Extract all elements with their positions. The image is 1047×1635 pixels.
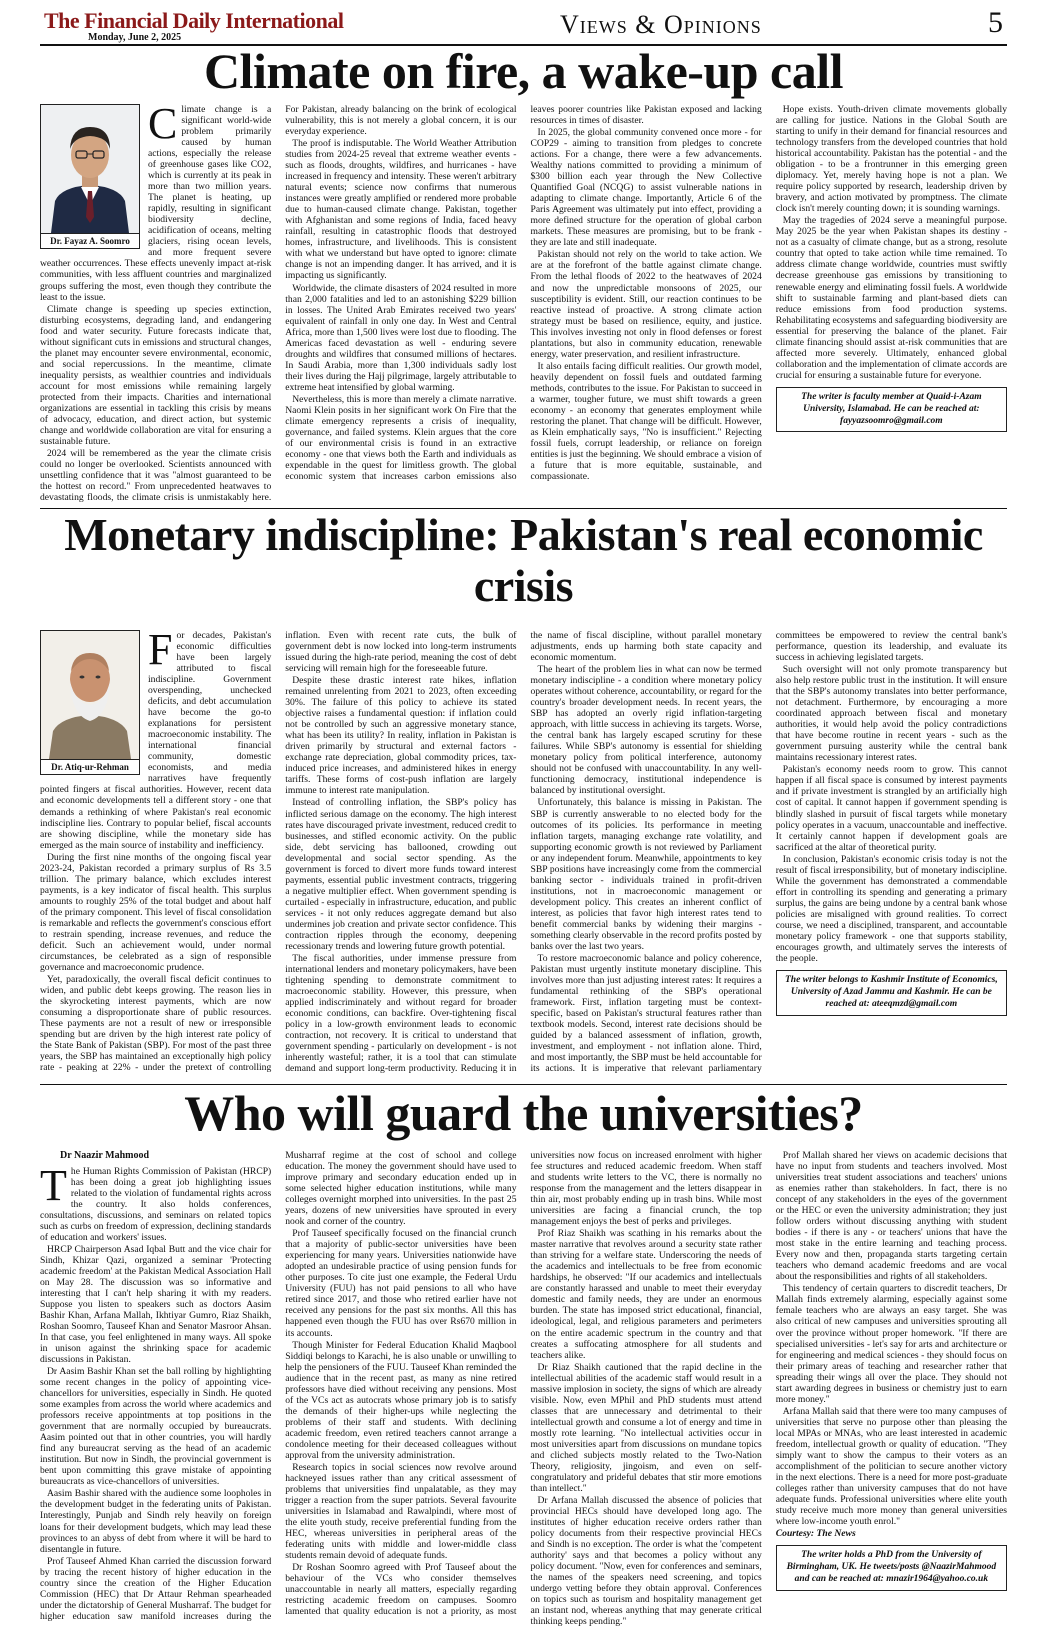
author-portrait-icon: [41, 631, 139, 759]
article1-headline: Climate on fire, a wake-up call: [203, 43, 844, 99]
article3-paragraph: Aasim Bashir shared with the audience some loopholes in the development budget in the federating units of Pakistan. Interestingly, Punjab and Sindh rely heavily on foreign loans for their development budgets, which may lead these provinces to an abyss of debt from where it will be hard to disentangle in future.: [40, 1488, 272, 1555]
article2-paragraph: In conclusion, Pakistan's economic crisis today is not the result of fiscal irresponsibility, but of monetary indiscipline. While the government has demonstrated a commendable effort in controlling its spending and generating a primary surplus, the gains are being undone by a central bank whose policies are misaligned with ground realities. To correct course, we need a disciplined, transparent, and accountable monetary policy framework - one that supports stability, encourages growth, and ultimately serves the interests of the people.: [775, 853, 1007, 964]
article1-paragraph: In 2025, the global community convened once more - for COP29 - aiming to transition from pledges to concrete actions. For a change, there were a few advancements. Wealthy nations committed to providing a minimum of $300 billion each year through the New Collective Quantified Goal (NCQG) to assist vulnerable nations in adapting to climate change. Importantly, Article 6 of the Paris Agreement was ultimately put into effect, providing a more defined structure for the operation of global carbon markets. These measures are promising, but to be frank - they are late and still inadequate.: [530, 127, 762, 249]
paragraph-text: he Human Rights Commission of Pakistan (HRCP) has been doing a great job highlighting issues related to the violation of fundamental rights across the country. It also holds conferences, consultations, discussions, and seminars on related topics such as curbs on freedom of expression, declining standards of education and workers' issues.: [40, 1165, 272, 1243]
article3-paragraph: Prof Riaz Shaikh was scathing in his remarks about the master narrative that revolves around a security state rather than striving for a welfare state. Underscoring the needs of the academics and intellectuals to be free from economic hardships, he observed: "If our academics and intellectuals are constantly harassed and unable to meet their everyday domestic and family needs, they are under an enormous burden. The state has imposed strict educational, financial, ideological, legal, and religious parameters and perimeters on the entire academic spectrum in the country and that creates a suffocating atmosphere for all students and teachers alike.: [530, 1228, 762, 1361]
article1-body: [40, 104, 1007, 504]
article3-paragraph: Arfana Mallah said that there were too many campuses of universities that serve no purpose other than pleasing the local MPAs or MNAs, who are least interested in academic freedom, intellectual growth or quality of education. "They simply want to show the campus to their voters as an accomplishment of the politician to secure another victory in the next elections. There is a need for more post-graduate colleges rather than university campuses that do not have adequate funds. Professional universities where elite youth study receive much more money than general universities where low-income youth enrol.": [775, 1405, 1007, 1528]
article2-paragraph: The heart of the problem lies in what can now be termed monetary indiscipline - a condition where monetary policy operates without coherence, accountability, or regard for the country's broader development needs. In recent years, the SBP has adopted an overly rigid inflation-targeting approach, with little success in achieving its targets. Worse, the central bank has largely escaped scrutiny for these failures. While SBP's autonomy is essential for shielding monetary policy from political interference, autonomy should not be confused with unaccountability. In any well-functioning democracy, institutional independence is balanced by institutional oversight.: [530, 664, 762, 797]
article1-author-name: Dr. Fayaz A. Soomro: [41, 233, 139, 248]
article1-paragraph: May the tragedies of 2024 serve a meaningful purpose. May 2025 be the year when Pakistan shapes its destiny - not as a casualty of climate change, but as a strong, resolute country that opted to take action while time remained. To address climate change worldwide, countries must swiftly decrease greenhouse gas emissions by transitioning to renewable energy and eliminating fossil fuels. A worldwide shift to sustainable farming and plant-based diets can reduce emissions from food production systems. Rehabilitating ecosystems and safeguarding biodiversity are essential for preserving the balance of the planet. Fair climate financing should assist at-risk communities that are affected more severely. Ultimately, enhanced global collaboration and the implementation of climate accords are crucial for ensuring a sustainable future for everyone.: [775, 215, 1007, 381]
article2-paragraph: The fiscal authorities, under immense pressure from international lenders and monetary policymakers, have been tightening spending to demonstrate commitment to macroeconomic stability. However, this pressure, when applied indiscriminately and without regard for broader economic conditions, can backfire. Over-tightening fiscal policy in a low-growth environment leads to economic contraction, not recovery. It is critical to understand that government spending - particularly on development - is not inherently wasteful; rather, it is a tool that can stimulate demand and support long-term productivity. Reducing it in the name of fiscal discipline, without parallel monetary adjustments, ends up harming both state capacity and economic momentum.: [285, 630, 762, 1075]
article1-dropcap: C: [148, 104, 178, 148]
article1-paragraph: Pakistan should not rely on the world to take action. We are at the forefront of the battle against climate change. From the lethal floods of 2022 to the heatwaves of 2024 and now the unpredictable monsoons of 2025, our susceptibility is evident. Still, our reaction continues to be reactive instead of proactive. A strong climate action strategy must be based on resilience, equity, and justice. This involves investing not only in flood defenses or forest plantations, but also in community education, renewable energy, water preservation, and resilient infrastructure.: [530, 249, 762, 360]
article1-paragraph: Nevertheless, this is more than merely a climate narrative. Naomi Klein posits in her significant work On Fire that the climate emergency represents a crisis of inequality, governance, and failed systems. Klein argues that the core of our environmental crisis is found in an extractive economy - one that views both the Earth and individuals as expendable in the quest for limitless growth. The global economic system that increases carbon emissions also leaves poorer countries like Pakistan exposed and lacking resources in times of disaster.: [285, 104, 762, 483]
author-portrait-icon: [41, 105, 139, 233]
article2-paragraph: Pakistan's economy needs room to grow. This cannot happen if all fiscal space is consumed by interest payments and if private investment is strangled by an artificially high cost of capital. It cannot happen if government spending is blindly slashed in pursuit of fiscal targets while monetary policy operates in a vacuum, unaccountable and ineffective. It certainly cannot happen if development goals are sacrificed at the altar of theoretical purity.: [775, 764, 1007, 853]
article2-paragraph: To restore macroeconomic balance and policy coherence, Pakistan must urgently institute monetary discipline. This involves more than just adjusting interest rates: It requires a fundamental rethinking of the SBP's operational framework. First, inflation targeting must be context-specific, based on Pakistan's structural features rather than textbook models. Second, interest rate decisions should be guided by a balanced assessment of inflation, growth, investment, and employment - not inflation alone. Third, and most importantly, the SBP must be held accountable for its actions. It is imperative that relevant parliamentary committees be empowered to review the central bank's performance, question its leadership, and evaluate its success in achieving legislated targets.: [530, 630, 1007, 1075]
article3-paragraph: This tendency of certain quarters to discredit teachers, Dr Mallah finds extremely alarming, especially against some female teachers who are always an easy target. She was also critical of new campuses and universities sprouting all over the province without proper homework. "If there are specialised universities - let's say for arts and architecture or for engineering and medical sciences - they should focus on their primary areas of teaching and researcher rather that spreading their wings all over the place. They should not start awarding degrees in business or chemistry just to earn more money.": [775, 1283, 1007, 1405]
article3-headline: Who will guard the universities?: [184, 1085, 863, 1141]
section-title: Views & Opinions: [560, 10, 762, 39]
article1-paragraph: 2024 will be remembered as the year the climate crisis could no longer be overlooked. Scientists announced with unsettling confidence that it was "almost guaranteed to be the hottest on record." From unprecedented heatwaves to devastating floods, the climate crisis is unmistakably here. For Pakistan, already balancing on the brink of ecological vulnerability, this is not merely a global concern, it is our everyday experience.: [40, 104, 517, 504]
article2-author-photo: [40, 630, 140, 775]
issue-date: Monday, June 2, 2025: [88, 32, 182, 43]
article3-author-bio: The writer holds a PhD from the University of Birmingham, UK. He tweets/posts @NaazirMahmood and can be reached at: mnazir1964@yahoo.co.uk: [776, 1545, 1007, 1591]
article3-paragraph: [40, 1160, 272, 1243]
article2-dropcap: F: [148, 630, 173, 674]
article1-paragraph: Hope exists. Youth-driven climate movements globally are calling for justice. Nations in the Global South are starting to unify in their demand for financial resources and technology transfers from the developed countries that hold historical accountability. Pakistan has the potential - and the obligation - to be a frontrunner in this emerging green diplomacy. Yet, merely having hope is not a plan. We require policy supported by research, leadership driven by bravery, and action motivated by promptness. The climate clock isn't merely counting down; it is sounding warnings.: [775, 104, 1007, 215]
article3-paragraph: Prof Mallah shared her views on academic decisions that have no input from students and teachers involved. Most universities treat student associations and teachers' unions as enemies rather than stakeholders. In fact, there is no concept of any stakeholders in the eyes of the government or the HEC or even the university administration; they just follow orders without discussing anything with student bodies - if there is any - or teachers' unions that have the most stake in the entire learning and teaching process. Every now and then, propaganda starts targeting certain teachers who demand academic freedoms and are vocal about the responsibilities and rights of all stakeholders.: [775, 1150, 1007, 1283]
article3-paragraph: Prof Tauseef specifically focused on the financial crunch that a majority of public-sector universities have been experiencing for many years. Universities nationwide have adopted an undesirable practice of using pension funds for other purposes. To cite just one example, the Federal Urdu University (FUU) has not paid pensions to all who have retired since 2017, and those who retired earlier have not received any pensions for the past six months. All this has happened even though the FUU has over Rs670 million in its accounts.: [285, 1228, 517, 1339]
article2-paragraph: Such oversight will not only promote transparency but also help restore public trust in the institution. It will ensure that the SBP's autonomy translates into better performance, not detachment. Furthermore, by encouraging a more coordinated approach between fiscal and monetary authorities, it would help avoid the policy contradictions that have become routine in recent years - such as the government pursuing austerity while the central bank maintains recessionary interest rates.: [775, 664, 1007, 764]
article2-body: [40, 630, 1007, 1080]
article3-courtesy: Courtesy: The News: [775, 1528, 856, 1540]
article3-paragraph: Prof Tauseef Ahmed Khan carried the discussion forward by tracing the recent history of higher education in the country since the creation of the Higher Education Commission (HEC) that Dr Attaur Rehman spearheaded under the dictatorship of General Musharraf. The budget for higher education saw manifold increases during the Musharraf regime at the cost of school and college education. The money the government should have used to improve primary and secondary education ended up in some selected higher education institutions, while many colleges overnight morphed into universities. In the past 25 years, dozens of new universities have sprouted in every nook and corner of the country.: [40, 1150, 517, 1622]
article3-paragraph: Dr Aasim Bashir Khan set the ball rolling by highlighting some recent changes in the policy of appointing vice-chancellors for universities, especially in Sindh. He quoted some examples from across the world where academics and professors receive appointments at top positions in the government that are normally occupied by bureaucrats. Aasim pointed out that in other countries, you will hardly find any bureaucrat serving as the head of an academic institution. But now in Sindh, the provincial government is bent upon committing this grave mistake of appointing bureaucrats as vice-chancellors of universities.: [40, 1366, 272, 1488]
article3-paragraph: Dr Riaz Shaikh cautioned that the rapid decline in the intellectual abilities of the academic staff would result in a massive implosion in society, the signs of which are already visible. Now, even MPhil and PhD students must attend classes that are unnecessary and detrimental to their intellectual growth and consume a lot of energy and time in mostly rote learning. "No intellectual activities occur in most universities apart from discussions on mundane topics and cliched subjects mostly related to the Two-Nation Theory, religiosity, jingoism, and even on self-congratulatory and prideful debates that stir more emotions than intellect.": [530, 1361, 762, 1494]
article1-paragraph: The proof is indisputable. The World Weather Attribution studies from 2024-25 reveal that extreme weather events - such as floods, droughts, wildfires, and hurricanes - have increased in frequency and intensity. These weren't arbitrary natural events; science now confirms that numerous instances were greatly amplified or rendered more probable due to human-caused climate change. Pakistan, together with Afghanistan and some regions of India, faced heavy rainfall, resulting in catastrophic floods that destroyed homes, infrastructure, and livelihoods. This is consistent with what we understand but have opted to ignore: climate change is not an impending danger. It has arrived, and it is impacting us significantly.: [285, 138, 517, 282]
article3-paragraph: Dr Roshan Soomro agreed with Prof Tauseef about the behaviour of the VCs who consider themselves unaccountable in nearly all matters, especially regarding restricting academic freedom on campuses. Soomro lamented that quality education is not a priority, as most universities now focus on increased enrolment with higher fee structures and reduced academic freedom. When staff and students write letters to the VC, there is normally no response from the management and the letters disappear in thin air, most probably ending up in trash bins. While most universities are facing a financial crunch, the top management enjoys the best of perks and privileges.: [285, 1150, 762, 1618]
article1-paragraph: Worldwide, the climate disasters of 2024 resulted in more than 2,000 fatalities and led to an astonishing $229 billion in losses. The United Arab Emirates received two years' equivalent of rainfall in only one day. In West and Central Africa, more than 1,500 lives were lost due to flooding. The Americas faced devastation as well - enduring severe droughts and wildfires that consumed millions of hectares. In Saudi Arabia, more than 1,300 individuals sadly lost their lives during the Hajj pilgrimage, largely attributable to extreme heat intensified by global warming.: [285, 282, 517, 393]
paragraph-text: or decades, Pakistan's economic difficulties have been largely attributed to fiscal indiscipline. Government overspending, unchecked deficits, and debt accumulation have become the go-to explanations for persistent macroeconomic instability. The international financial community, domestic economists, and media narratives have frequently pointed fingers at fiscal authorities. However, recent data and economic developments tell a different story - one that demands a rethinking of where Pakistan's real economic indiscipline lies. Contrary to popular belief, fiscal accounts are showing discipline, while the monetary side has emerged as the main source of instability and inefficiency.: [40, 630, 272, 851]
article2-paragraph: Instead of controlling inflation, the SBP's policy has inflicted serious damage on the economy. The high interest rates have discouraged private investment, reduced credit to businesses, and stifled economic activity. On the public side, debt servicing has ballooned, crowding out developmental and social sector spending. As the government is forced to divert more funds toward interest payments, essential public investment contracts, triggering a negative multiplier effect. When government spending is curtailed - especially in infrastructure, education, and public services - it not only reduces aggregate demand but also undermines job creation and private sector confidence. This contraction ripples through the economy, deepening recessionary trends and lowering future growth potential.: [285, 797, 517, 952]
article3-paragraph: Though Minister for Federal Education Khalid Maqbool Siddiqi belongs to Karachi, he is also unable or unwilling to help the pensioners of the FUU. Tauseef Khan reminded the audience that in the recent past, as many as nine retired professors have died without receiving any pensions. Most of the VCs act as autocrats whose primary job is to satisfy the demands of their higher-ups while neglecting the problems of their staff and students. With declining academic freedom, even retired teachers cannot arrange a condolence meeting for their deceased colleagues without approval from the university administration.: [285, 1339, 517, 1461]
article3-byline: Dr Naazir Mahmood: [60, 1150, 150, 1161]
article2-author-name: Dr. Atiq-ur-Rehman: [41, 759, 139, 774]
article2-paragraph: Despite these drastic interest rate hikes, inflation remained unrelenting from 2021 to 2023, often exceeding 30%. The failure of this policy to achieve its stated objective raises a fundamental question: if inflation could not be controlled by such an aggressive monetary stance, what has been its utility? In reality, inflation in Pakistan is driven primarily by structural and external factors - exchange rate depreciation, global commodity prices, tax-induced price increases, and administered hikes in energy tariffs. These forms of cost-push inflation are largely immune to interest rate manipulation.: [285, 675, 517, 797]
article1-paragraph: Climate change is speeding up species extinction, disturbing ecosystems, degrading land, and endangering food and water security. Future forecasts indicate that, without significant cuts in emissions and structural changes, the planet may encounter severe environmental, economic, and social repercussions. In the meantime, climate inequality persists, as wealthier countries and individuals account for most emissions while remaining largely protected from their impacts. Charities and international organizations are essential in tackling this crisis by means of advocacy, education, and direct action, but systemic change and worldwide collaboration are vital for ensuring a sustainable future.: [40, 303, 272, 447]
article2-paragraph: Unfortunately, this balance is missing in Pakistan. The SBP is currently answerable to no elected body for the outcomes of its policies. Its performance in meeting inflation targets, managing exchange rate volatility, and supporting economic growth is not reviewed by Parliament or any independent forum. Meanwhile, appointments to key SBP positions have increasingly come from the commercial banking sector - individuals trained in profit-driven institutions, not in macroeconomic management or development policy. This creates an inherent conflict of interest, as policies that favor high interest rates tend to benefit commercial banks by widening their margins - something clearly observable in the record profits posted by banks over the last two years.: [530, 797, 762, 952]
article3-paragraph: Research topics in social sciences now revolve around hackneyed issues rather than any critical assessment of problems that universities find unpalatable, as they may trigger a reaction from the super patriots. Several favourite universities in Islamabad and Rawalpindi, where most of the elite youth study, receive preferential funding from the HEC, whereas universities in peripheral areas of the federating units with middle and lower-middle class students remain devoid of adequate funds.: [285, 1461, 517, 1562]
article1-author-bio: The writer is faculty member at Quaid-i-Azam University, Islamabad. He can be reached at: fayyazsoomro@gmail.com: [776, 387, 1007, 433]
article2-headline: Monetary indiscipline: Pakistan's real economic crisis: [64, 509, 983, 611]
paragraph-text: limate change is a significant world-wide problem primarily caused by human actions, especially the release of greenhouse gases like CO2, which is currently at its peak in more than two million years. The planet is heating, up rapidly, resulting in significant biodiversity decline, acidification of oceans, melting glaciers, rising ocean levels, and more frequent severe weather occurrences. These effects unevenly impact at-risk communities, with less affluent countries and marginalized groups suffering the most, even though they contribute the least to the issue.: [40, 104, 272, 303]
article1-author-photo: [40, 104, 140, 249]
article2-paragraph: Yet, paradoxically, the overall fiscal deficit continues to widen, and public debt keeps growing. The reason lies in the skyrocketing interest payments, which are now consuming a disproportionate share of public resources. These payments are not a result of new or irresponsible spending but are driven by the high interest rate policy of the State Bank of Pakistan (SBP). For most of the past three years, the SBP has maintained an exceptionally high policy rate - peaking at 22% - under the pretext of controlling inflation. Even with recent rate cuts, the bulk of government debt is now locked into long-term instruments issued during the high-rate period, meaning the cost of debt servicing will remain high for the foreseeable future.: [40, 630, 517, 1074]
article1-paragraph: It also entails facing difficult realities. Our growth model, heavily dependent on fossil fuels and outdated farming methods, contributes to the issue. For Pakistan to succeed in a warmer, tougher future, we must shift towards a green economy - an economy that generates employment while restoring the planet. That change will be difficult. However, as Klein emphatically says, "No is insufficient." Rejecting fossil fuels, corrupt leadership, or reliance on foreign entities is just the beginning. We should embrace a vision of a future that is more equitable, sustainable, and compassionate.: [530, 360, 762, 483]
paper-name: The Financial Daily International: [44, 8, 344, 33]
article3-paragraph: HRCP Chairperson Asad Iqbal Butt and the vice chair for Sindh, Khizar Qazi, organized a seminar 'Protecting academic freedom' at the Pakistan Medical Association Hall on May 28. The discussion was so informative and interesting that I can't help sharing it with my readers. Suppose you listen to speakers such as doctors Aasim Bashir Khan, Arfana Mallah, Ikhtiyar Gumro, Riaz Shaikh, Roshan Soomro, Tauseef Khan and Senator Masroor Ahsan. In that case, you feel enlightened in many ways. All spoke in unison against the shrinking space for academic discussions in Pakistan.: [40, 1243, 272, 1366]
page-number: 5: [988, 6, 1003, 39]
article2-author-bio: The writer belongs to Kashmir Institute of Economics, University of Azad Jammu and Kashmir. He can be reached at: ateeqmzd@gmail.com: [776, 970, 1007, 1016]
masthead: [40, 6, 1007, 46]
article2-paragraph: During the first nine months of the ongoing fiscal year 2023-24, Pakistan recorded a primary surplus of Rs 3.5 trillion. The primary balance, which excludes interest payments, is a key indicator of fiscal health. This surplus amounts to roughly 25% of the total budget and about half of the primary component. This level of fiscal consolidation is remarkable and reflects the government's conscious effort to restrain spending, increase revenues, and reduce the deficit. Such an achievement would, under normal circumstances, be celebrated as a sign of responsible governance and macroeconomic prudence.: [40, 851, 272, 973]
article3-dropcap: T: [40, 1160, 67, 1210]
article3-paragraph: Dr Arfana Mallah discussed the absence of policies that provincial HECs should have developed long ago. The institutes of higher education receive orders rather than policy documents from their respective provincial HECs and Sindh is no exception. The order is what the 'competent authority' says and that becomes a policy without any policy document. "Now, even for conferences and seminars, the names of the speakers need screening, and topics undergo vetting before they obtain approval. Conferences on topics such as tourism and hospitality management get an instant nod, whereas anything that may generate critical thinking keeps pending.": [530, 1494, 762, 1628]
article3-body: [40, 1150, 1007, 1628]
